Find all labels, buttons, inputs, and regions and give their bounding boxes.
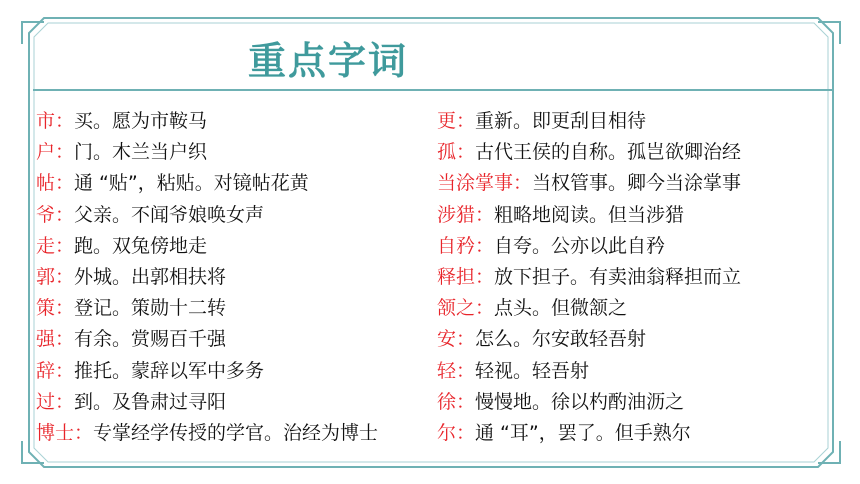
word-entry: [437, 137, 837, 168]
word-definition: 慢慢地。徐以杓酌油沥之: [475, 390, 685, 413]
word-term: 走：: [36, 234, 75, 257]
word-entry: [437, 106, 837, 137]
word-definition: 推托。蒙辞以军中多务: [74, 359, 265, 382]
word-definition: 通 “耳”，罢了。但手熟尔: [475, 421, 691, 444]
word-entry: [437, 356, 837, 387]
word-term: 轻：: [437, 359, 476, 382]
word-term: 释担：: [437, 265, 495, 288]
word-entry: [36, 418, 431, 449]
word-definition: 自夸。公亦以此自矜: [494, 234, 666, 257]
word-definition: 重新。即更刮目相待: [475, 110, 647, 132]
word-entry: [437, 293, 837, 324]
word-entry: [437, 387, 837, 418]
word-definition: 门。木兰当户织: [74, 141, 208, 164]
word-term: 当涂掌事：: [437, 172, 533, 195]
word-term: 强：: [36, 328, 75, 351]
corner-top-right: [818, 22, 840, 44]
word-entry: [36, 262, 431, 293]
word-entry: [36, 106, 431, 137]
word-entry: [437, 231, 837, 262]
word-entry: [437, 262, 837, 293]
word-definition: 轻视。轻吾射: [475, 359, 590, 382]
word-term: 市：: [36, 110, 75, 132]
word-entry: [36, 387, 431, 418]
word-term: 尔：: [437, 421, 476, 444]
word-entry: [437, 200, 837, 231]
word-term: 徐：: [437, 390, 476, 413]
word-definition: 专掌经学传授的学官。治经为博士: [93, 421, 379, 444]
word-definition: 有余。赏赐百千强: [74, 328, 227, 351]
word-entry: [437, 324, 837, 355]
page-title: 重点字词: [248, 39, 409, 83]
word-term: 博士：: [36, 421, 94, 444]
left-word-list: [36, 106, 431, 449]
word-entry: [36, 356, 431, 387]
word-entry: [36, 231, 431, 262]
word-entry: [437, 168, 837, 199]
word-definition: 古代王侯的自称。孤岂欲卿治经: [475, 141, 742, 164]
word-entry: [36, 293, 431, 324]
word-definition: 父亲。不闻爷娘唤女声: [74, 203, 265, 226]
word-definition: 买。愿为市鞍马: [74, 110, 208, 132]
word-term: 策：: [36, 297, 75, 320]
word-entry: [36, 137, 431, 168]
word-definition: 粗略地阅读。但当涉猎: [494, 203, 685, 226]
word-term: 安：: [437, 328, 476, 351]
corner-top-left: [22, 22, 44, 44]
word-entry: [36, 200, 431, 231]
word-term: 颔之：: [437, 297, 495, 320]
word-definition: 当权管事。卿今当涂掌事: [532, 172, 742, 195]
word-term: 帖：: [36, 172, 75, 195]
word-definition: 到。及鲁肃过寻阳: [74, 390, 227, 413]
word-entry: [437, 418, 837, 449]
word-term: 郭：: [36, 265, 75, 288]
word-term: 辞：: [36, 359, 75, 382]
word-term: 过：: [36, 390, 75, 413]
word-definition: 放下担子。有卖油翁释担而立: [494, 265, 742, 288]
word-definition: 跑。双兔傍地走: [74, 234, 208, 257]
word-term: 爷：: [36, 203, 75, 226]
word-term: 户：: [36, 141, 75, 164]
word-definition: 登记。策勋十二转: [74, 297, 227, 320]
word-entry: [36, 168, 431, 199]
word-entry: [36, 324, 431, 355]
word-term: 孤：: [437, 141, 476, 164]
right-word-list: [437, 106, 837, 449]
word-term: 更：: [437, 110, 476, 132]
word-definition: 怎么。尔安敢轻吾射: [475, 328, 647, 351]
word-term: 涉猎：: [437, 203, 495, 226]
word-definition: 外城。出郭相扶将: [74, 265, 227, 288]
word-definition: 通 “贴”，粘贴。对镜帖花黄: [74, 172, 309, 195]
word-definition: 点头。但微颔之: [494, 297, 628, 320]
word-term: 自矜：: [437, 234, 495, 257]
